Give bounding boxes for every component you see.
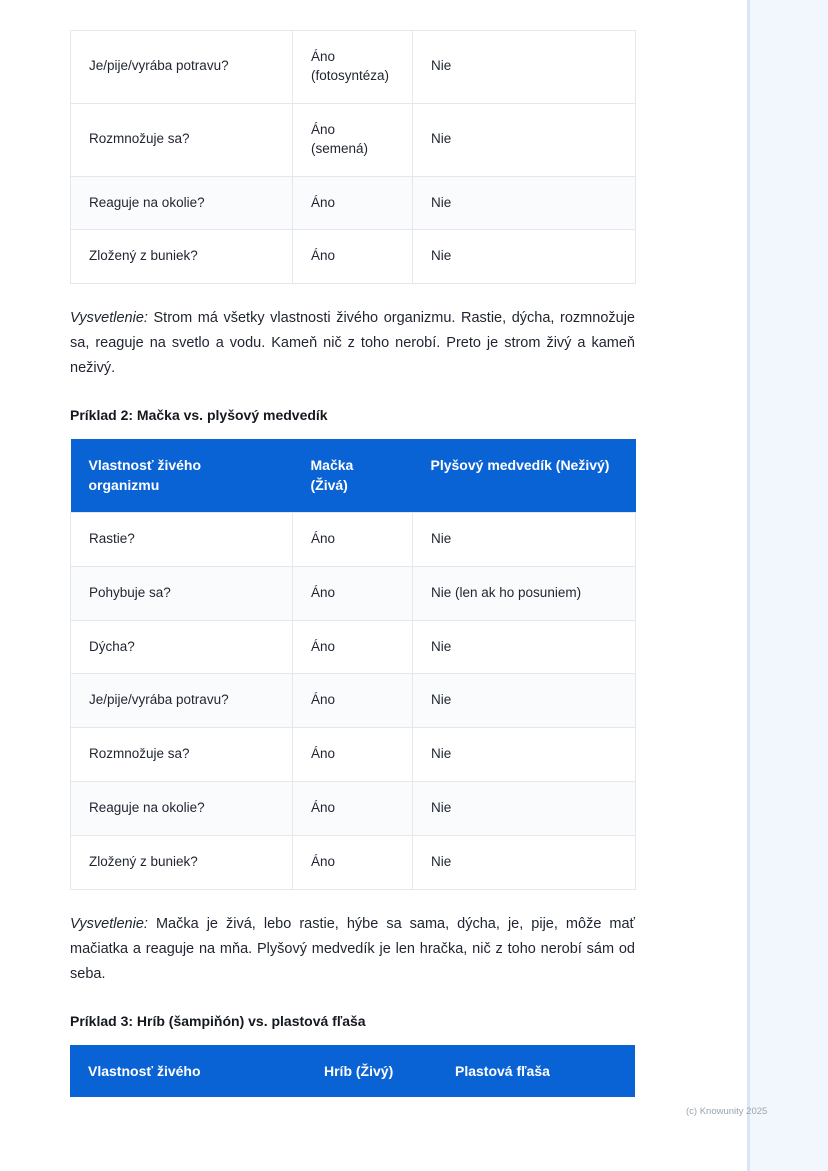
explanation-paragraph-2 [70, 912, 635, 987]
table-cell-property: Dýcha? [71, 620, 293, 674]
explanation-text: Mačka je živá, lebo rastie, hýbe sa sama, dýcha, je, pije, môže mať mačiatka a reaguje na mňa. Plyšový medvedík je len hračka, nič z toho nerobí sám od seba. [70, 915, 635, 982]
table-row [71, 566, 636, 620]
table-cell-living: Áno [293, 674, 413, 728]
table-cell-living: Áno (semená) [293, 103, 413, 176]
heading-example-2: Príklad 2: Mačka vs. plyšový medvedík [70, 407, 328, 424]
table-row [71, 782, 636, 836]
table-cell-living: Áno [293, 782, 413, 836]
table-comparison-2 [70, 439, 635, 890]
table-header-row [70, 1045, 635, 1097]
table-cell-nonliving: Nie [413, 103, 636, 176]
table-comparison-3 [70, 1045, 635, 1097]
table-cell-nonliving: Nie [413, 728, 636, 782]
right-margin-divider [747, 0, 750, 1171]
explanation-label: Vysvetlenie: [70, 310, 148, 327]
table-header-living: Mačka (Živá) [293, 439, 413, 512]
table-row [71, 728, 636, 782]
table-header-living: Hríb (Živý) [306, 1045, 437, 1097]
table-cell-property: Je/pije/vyrába potravu? [71, 674, 293, 728]
table-cell-property: Zložený z buniek? [71, 230, 293, 284]
table-cell-living: Áno (fotosyntéza) [293, 31, 413, 104]
table-header-nonliving: Plyšový medvedík (Neživý) [413, 439, 636, 512]
table-cell-nonliving: Nie [413, 230, 636, 284]
explanation-paragraph-1 [70, 306, 635, 381]
table-header-property: Vlastnosť živého [70, 1045, 306, 1097]
table-cell-property: Rastie? [71, 512, 293, 566]
table-header-row [71, 439, 636, 512]
table-header-nonliving: Plastová fľaša [437, 1045, 635, 1097]
table-cell-living: Áno [293, 836, 413, 890]
table-cell-property: Zložený z buniek? [71, 836, 293, 890]
table-row [71, 230, 636, 284]
table-row [71, 836, 636, 890]
table-cell-living: Áno [293, 620, 413, 674]
table-cell-living: Áno [293, 176, 413, 230]
explanation-label: Vysvetlenie: [70, 915, 148, 932]
table-cell-living: Áno [293, 230, 413, 284]
table-comparison-1-continued [70, 30, 635, 284]
table-cell-nonliving: Nie [413, 512, 636, 566]
table-cell-nonliving: Nie (len ak ho posuniem) [413, 566, 636, 620]
table-cell-nonliving: Nie [413, 31, 636, 104]
table-cell-property: Rozmnožuje sa? [71, 103, 293, 176]
table-row [71, 103, 636, 176]
right-margin-panel [750, 0, 828, 1171]
table-cell-property: Je/pije/vyrába potravu? [71, 31, 293, 104]
table-cell-nonliving: Nie [413, 176, 636, 230]
table-cell-living: Áno [293, 728, 413, 782]
table-cell-nonliving: Nie [413, 836, 636, 890]
document-content [70, 0, 635, 1097]
table-row [71, 512, 636, 566]
table-cell-property: Pohybuje sa? [71, 566, 293, 620]
table-row [71, 674, 636, 728]
copyright-note: (c) Knowunity 2025 [686, 1106, 768, 1117]
table-cell-property: Reaguje na okolie? [71, 176, 293, 230]
table-row [71, 620, 636, 674]
table-row [71, 31, 636, 104]
table-cell-nonliving: Nie [413, 620, 636, 674]
table-cell-nonliving: Nie [413, 782, 636, 836]
table-cell-living: Áno [293, 512, 413, 566]
table-cell-living: Áno [293, 566, 413, 620]
heading-example-3: Príklad 3: Hríb (šampiňón) vs. plastová fľaša [70, 1012, 366, 1029]
table-cell-property: Reaguje na okolie? [71, 782, 293, 836]
table-header-property: Vlastnosť živého organizmu [71, 439, 293, 512]
table-cell-property: Rozmnožuje sa? [71, 728, 293, 782]
explanation-text: Strom má všetky vlastnosti živého organizmu. Rastie, dýcha, rozmnožuje sa, reaguje na svetlo a vodu. Kameň nič z toho nerobí. Preto je strom živý a kameň neživý. [70, 310, 635, 377]
table-row [71, 176, 636, 230]
table-cell-nonliving: Nie [413, 674, 636, 728]
